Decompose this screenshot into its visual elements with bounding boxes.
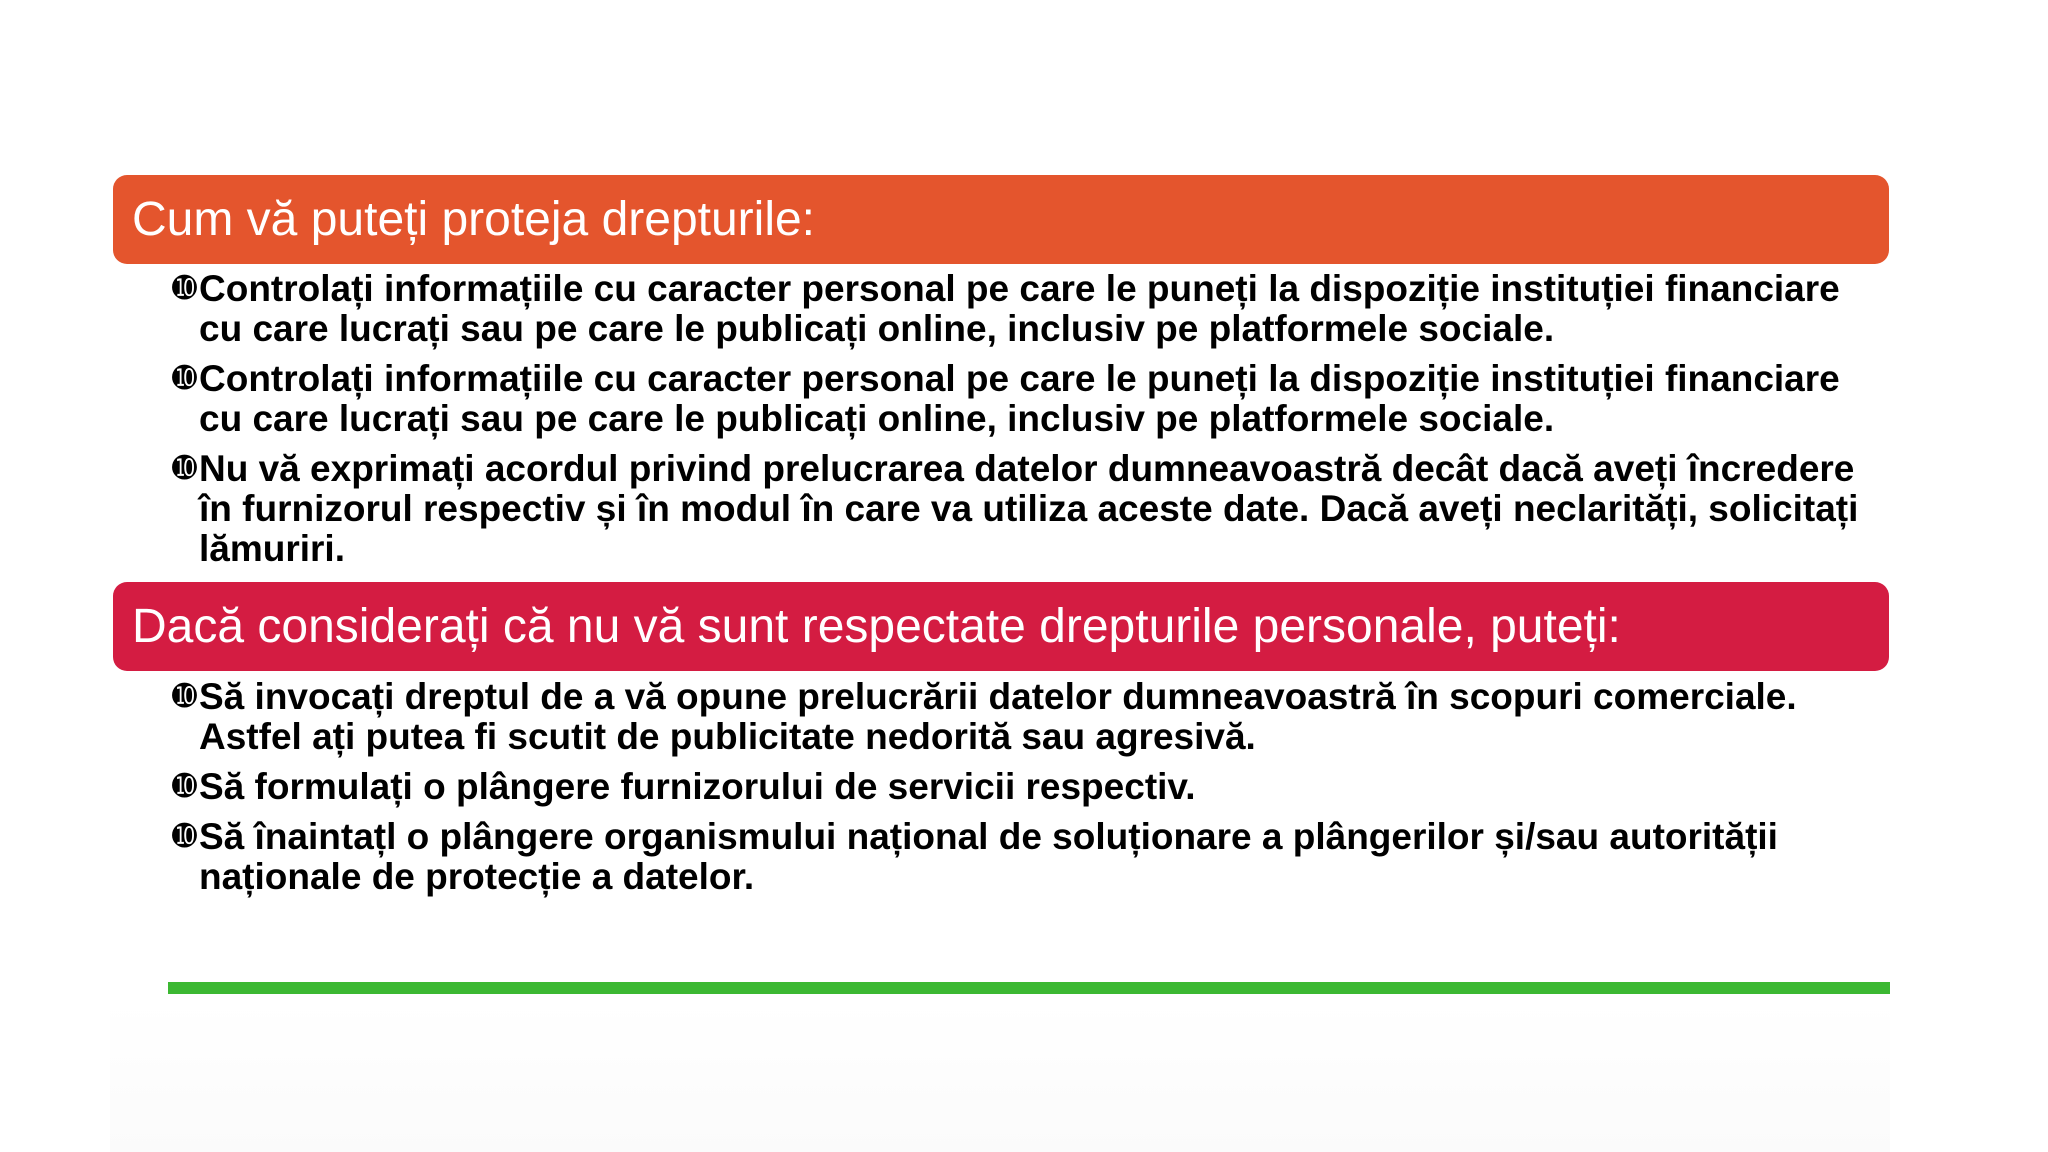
list-item	[172, 677, 1872, 757]
bottom-tint	[110, 1000, 1890, 1152]
circled-ten-bullet-icon: ➓	[172, 819, 198, 854]
list-item	[172, 767, 1872, 807]
circled-ten-bullet-icon: ➓	[172, 769, 198, 804]
list-item	[172, 359, 1872, 439]
circled-ten-bullet-icon: ➓	[172, 679, 198, 714]
list-item-text: Controlați informațiile cu caracter personal pe care le puneți la dispoziție instituției financiare cu care lucrați sau pe care le publicați online, inclusiv pe platformele sociale.	[199, 268, 1840, 349]
list-item-text: Nu vă exprimați acordul privind prelucrarea datelor dumneavoastră decât dacă aveți încredere în furnizorul respectiv și în modul în care va utiliza aceste date. Dacă aveți neclarități, solicitați lămuriri.	[199, 448, 1859, 569]
list-item-text: Controlați informațiile cu caracter personal pe care le puneți la dispoziție instituției financiare cu care lucrați sau pe care le publicați online, inclusiv pe platformele sociale.	[199, 358, 1840, 439]
bullet-list-if-rights-violated	[172, 677, 1872, 907]
list-item-text: Să formulați o plângere furnizorului de servicii respectiv.	[199, 766, 1196, 807]
list-item-text: Să invocați dreptul de a vă opune prelucrării datelor dumneavoastră în scopuri comerciale. Astfel ați putea fi scutit de publicitate nedorită sau agresivă.	[199, 676, 1797, 757]
list-item	[172, 269, 1872, 349]
list-item	[172, 817, 1872, 897]
bullet-list-protect-rights	[172, 269, 1872, 579]
circled-ten-bullet-icon: ➓	[172, 361, 198, 396]
list-item-text: Să înaintațl o plângere organismului național de soluționare a plângerilor și/sau autorității naționale de protecție a datelor.	[199, 816, 1778, 897]
section-header-protect-rights: Cum vă puteți proteja drepturile:	[113, 175, 1889, 264]
circled-ten-bullet-icon: ➓	[172, 271, 198, 306]
circled-ten-bullet-icon: ➓	[172, 451, 198, 486]
section-header-if-rights-violated: Dacă considerați că nu vă sunt respectate drepturile personale, puteți:	[113, 582, 1889, 671]
green-divider-rule	[168, 982, 1890, 994]
list-item	[172, 449, 1872, 569]
